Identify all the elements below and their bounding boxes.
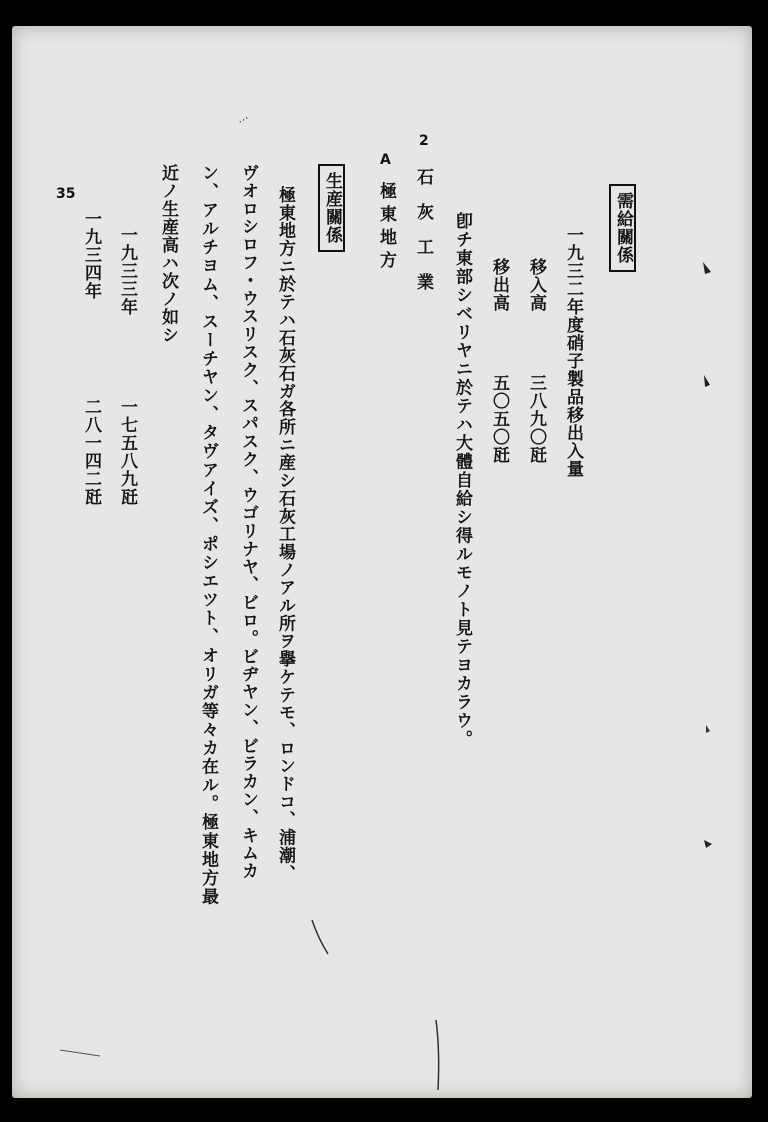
supply-line-1: 一九三二年度硝子製品移出入量 (563, 226, 583, 478)
subsection-letter: A (380, 152, 391, 168)
supply-heading: 需給關係 (609, 184, 636, 272)
export-value: 五〇五〇瓩 (489, 374, 509, 464)
paragraph-line-3: ン、アルチヨム、スーチヤン、タヴアイズ、ポシエツト、オリガ等々カ在ル。極東地方最 (198, 164, 218, 906)
section-title: 石灰工業 (413, 168, 433, 308)
handwritten-annotation: ... (233, 108, 251, 126)
import-label: 移入高 (526, 258, 546, 312)
paragraph-line-2: ヴオロシロフ・ウスリスク、スパスク、ウゴリナヤ、ビロ。ビヂヤン、ビラカン、キムカ (238, 164, 258, 880)
production-heading: 生産關係 (318, 164, 345, 252)
paragraph-line-1: 極東地方ニ於テハ石灰石ガ各所ニ産シ石灰工場ノアル所ヲ擧ケテモ、ロンドコ、浦潮、 (275, 186, 295, 883)
section-number: 2 (419, 133, 429, 149)
table-row-1-year: 一九三三年 (117, 226, 137, 316)
table-row-2-year: 一九三四年 (81, 210, 101, 300)
table-row-1-value: 一七五八九瓩 (117, 398, 137, 506)
import-value: 三八九〇瓩 (526, 374, 546, 464)
page-number: 35 (56, 186, 76, 202)
paragraph-line-4: 近ノ生産高ハ次ノ如シ (158, 164, 178, 344)
table-row-2-value: 二八一四二瓩 (81, 398, 101, 506)
supply-conclusion: 卽チ東部シベリヤニ於テハ大體自給シ得ルモノト見テヨカラウ。 (452, 212, 472, 749)
subsection-title: 極東地方 (376, 182, 396, 274)
export-label: 移出高 (489, 258, 509, 312)
